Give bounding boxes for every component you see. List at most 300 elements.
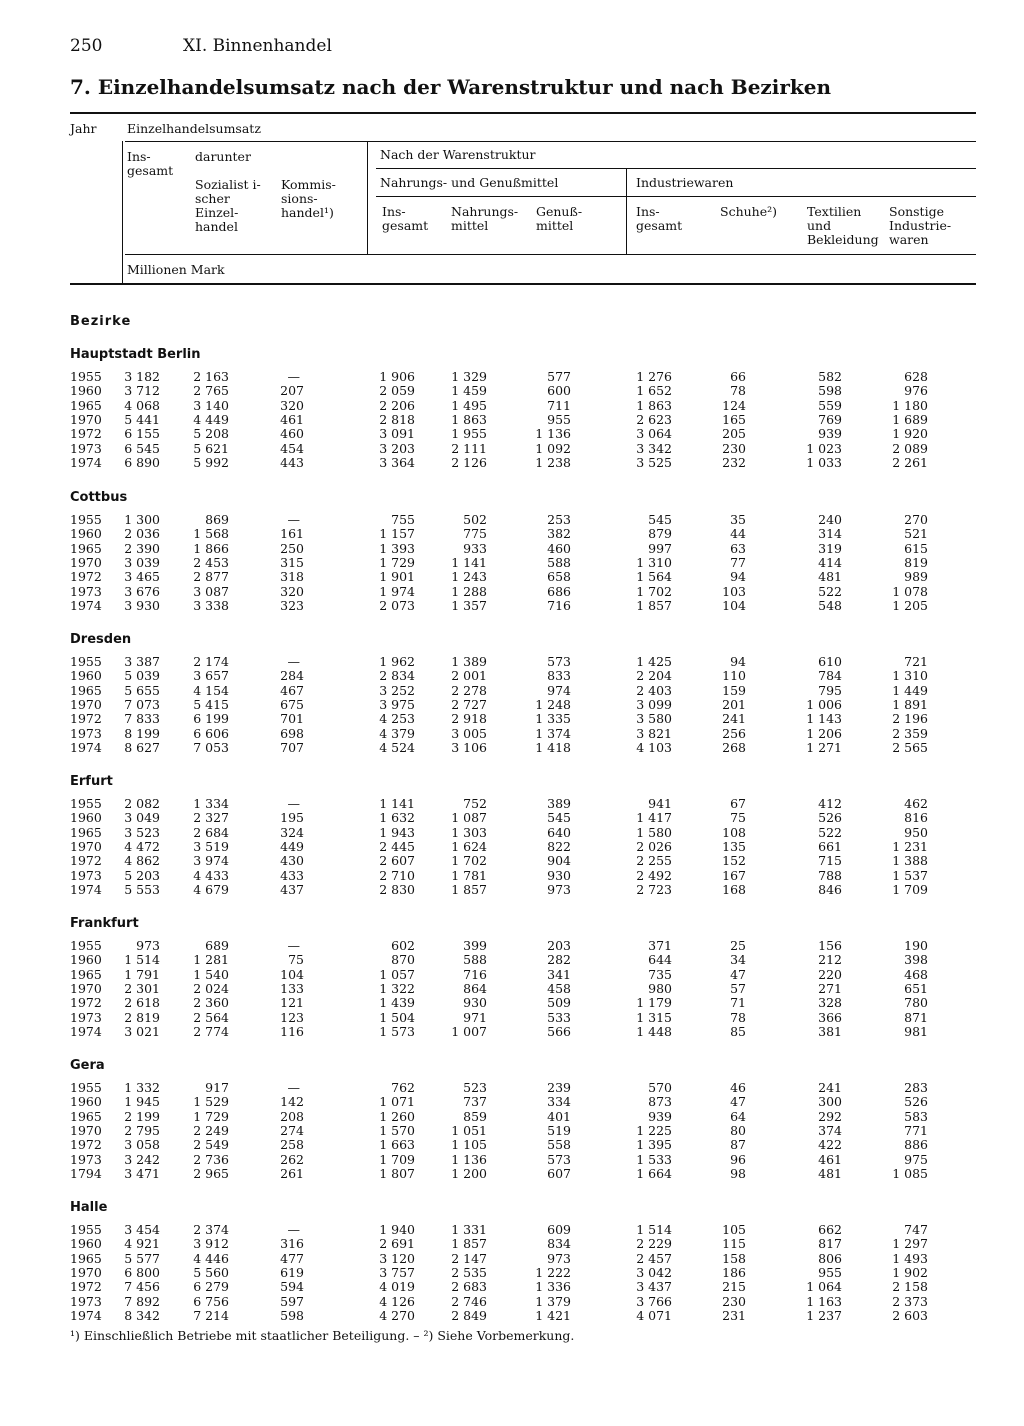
cell-genussmittel: 573 (547, 1151, 571, 1167)
cell-kommission: 701 (280, 711, 304, 727)
cell-textilien: 412 (818, 796, 842, 811)
cell-nahrungsmittel: 1 331 (451, 1222, 487, 1237)
cell-sonstige: 583 (904, 1108, 928, 1124)
cell-iw-insgesamt: 1 702 (636, 583, 672, 599)
cell-iw-insgesamt: 2 204 (636, 668, 672, 684)
cell-sonstige: 1 493 (892, 1250, 928, 1266)
cell-insgesamt: 4 921 (124, 1236, 160, 1252)
cell-ng-insgesamt: 4 379 (379, 725, 415, 741)
cell-jahr: 1974 (70, 1307, 102, 1323)
cell-jahr: 1970 (70, 838, 102, 854)
cell-sonstige: 1 231 (892, 838, 928, 854)
cell-nahrungsmittel: 859 (463, 1108, 487, 1124)
cell-schuhe: 230 (722, 1293, 746, 1309)
cell-textilien: 662 (818, 1222, 842, 1237)
cell-sonstige: 2 261 (892, 454, 928, 470)
cell-genussmittel: 545 (547, 810, 571, 826)
cell-jahr: 1972 (70, 853, 102, 869)
cell-genussmittel: 558 (547, 1137, 571, 1153)
cell-textilien: 955 (818, 1264, 842, 1280)
cell-insgesamt: 973 (136, 938, 160, 953)
cell-jahr: 1970 (70, 1264, 102, 1280)
cell-sozialistisch: 1 529 (193, 1094, 229, 1110)
cell-genussmittel: 834 (547, 1236, 571, 1252)
cell-nahrungsmittel: 2 126 (451, 454, 487, 470)
section-label-bezirke: Bezirke (70, 314, 132, 329)
cell-sozialistisch: 6 756 (193, 1293, 229, 1309)
header-ng-insgesamt: Ins- gesamt (382, 204, 429, 233)
cell-nahrungsmittel: 1 329 (451, 369, 487, 384)
cell-sozialistisch: 5 208 (193, 426, 229, 442)
cell-genussmittel: 1 379 (535, 1293, 571, 1309)
cell-sozialistisch: 869 (205, 512, 229, 527)
cell-sozialistisch: 2 163 (193, 369, 229, 384)
cell-textilien: 271 (818, 980, 842, 996)
cell-textilien: 240 (818, 512, 842, 527)
cell-nahrungsmittel: 864 (463, 980, 487, 996)
cell-nahrungsmittel: 1 087 (451, 810, 487, 826)
cell-kommission: 316 (280, 1236, 304, 1252)
cell-jahr: 1955 (70, 369, 102, 384)
cell-textilien: 1 271 (806, 739, 842, 755)
cell-textilien: 1 237 (806, 1307, 842, 1323)
cell-iw-insgesamt: 939 (648, 1108, 672, 1124)
cell-genussmittel: 573 (547, 654, 571, 669)
cell-ng-insgesamt: 1 901 (379, 569, 415, 585)
cell-nahrungsmittel: 716 (463, 966, 487, 982)
cell-schuhe: 94 (730, 654, 746, 669)
cell-sozialistisch: 2 684 (193, 824, 229, 840)
cell-ng-insgesamt: 3 757 (379, 1264, 415, 1280)
cell-sonstige: 1 902 (892, 1264, 928, 1280)
cell-ng-insgesamt: 2 818 (379, 411, 415, 427)
cell-textilien: 328 (818, 995, 842, 1011)
cell-nahrungsmittel: 933 (463, 540, 487, 556)
cell-genussmittel: 833 (547, 668, 571, 684)
cell-iw-insgesamt: 1 417 (636, 810, 672, 826)
cell-sonstige: 1 920 (892, 426, 928, 442)
cell-sozialistisch: 2 174 (193, 654, 229, 669)
cell-jahr: 1973 (70, 725, 102, 741)
cell-iw-insgesamt: 2 403 (636, 682, 672, 698)
cell-nahrungsmittel: 3 005 (451, 725, 487, 741)
cell-sonstige: 819 (904, 554, 928, 570)
cell-ng-insgesamt: 1 632 (379, 810, 415, 826)
header-industriewaren: Industriewaren (636, 175, 734, 190)
cell-jahr: 1960 (70, 1236, 102, 1252)
cell-schuhe: 25 (730, 938, 746, 953)
cell-jahr: 1972 (70, 995, 102, 1011)
cell-schuhe: 47 (730, 966, 746, 982)
cell-insgesamt: 4 862 (124, 853, 160, 869)
cell-ng-insgesamt: 3 975 (379, 696, 415, 712)
cell-nahrungsmittel: 1 955 (451, 426, 487, 442)
cell-sozialistisch: 3 974 (193, 853, 229, 869)
cell-jahr: 1955 (70, 938, 102, 953)
cell-schuhe: 44 (730, 526, 746, 542)
cell-insgesamt: 8 627 (124, 739, 160, 755)
cell-kommission: 75 (288, 952, 304, 968)
cell-ng-insgesamt: 2 607 (379, 853, 415, 869)
cell-genussmittel: 588 (547, 554, 571, 570)
cell-jahr: 1965 (70, 682, 102, 698)
cell-genussmittel: 1 238 (535, 454, 571, 470)
cell-jahr: 1974 (70, 881, 102, 897)
cell-genussmittel: 460 (547, 540, 571, 556)
footnote: ¹) Einschließlich Betriebe mit staatlicher Beteiligung. – ²) Siehe Vorbemerkung. (70, 1328, 575, 1343)
cell-kommission: — (287, 512, 300, 527)
cell-insgesamt: 1 514 (124, 952, 160, 968)
cell-ng-insgesamt: 1 974 (379, 583, 415, 599)
cell-nahrungsmittel: 588 (463, 952, 487, 968)
cell-sonstige: 747 (904, 1222, 928, 1237)
cell-sonstige: 628 (904, 369, 928, 384)
cell-textilien: 1 163 (806, 1293, 842, 1309)
cell-sonstige: 462 (904, 796, 928, 811)
cell-insgesamt: 1 945 (124, 1094, 160, 1110)
cell-jahr: 1960 (70, 668, 102, 684)
cell-schuhe: 87 (730, 1137, 746, 1153)
cell-textilien: 715 (818, 853, 842, 869)
cell-insgesamt: 2 618 (124, 995, 160, 1011)
cell-kommission: 675 (280, 696, 304, 712)
cell-ng-insgesamt: 3 252 (379, 682, 415, 698)
cell-textilien: 314 (818, 526, 842, 542)
cell-iw-insgesamt: 2 457 (636, 1250, 672, 1266)
cell-jahr: 1960 (70, 1094, 102, 1110)
cell-kommission: 116 (280, 1023, 304, 1039)
cell-ng-insgesamt: 1 709 (379, 1151, 415, 1167)
cell-genussmittel: 1 421 (535, 1307, 571, 1323)
cell-genussmittel: 239 (547, 1080, 571, 1095)
cell-sozialistisch: 2 360 (193, 995, 229, 1011)
cell-schuhe: 152 (722, 853, 746, 869)
cell-sonstige: 975 (904, 1151, 928, 1167)
cell-sonstige: 526 (904, 1094, 928, 1110)
cell-genussmittel: 566 (547, 1023, 571, 1039)
cell-sonstige: 1 085 (892, 1165, 928, 1181)
cell-nahrungsmittel: 971 (463, 1009, 487, 1025)
cell-kommission: 104 (280, 966, 304, 982)
cell-kommission: 477 (280, 1250, 304, 1266)
cell-genussmittel: 1 374 (535, 725, 571, 741)
cell-schuhe: 158 (722, 1250, 746, 1266)
cell-insgesamt: 3 712 (124, 383, 160, 399)
cell-iw-insgesamt: 1 448 (636, 1023, 672, 1039)
cell-nahrungsmittel: 2 001 (451, 668, 487, 684)
cell-insgesamt: 3 465 (124, 569, 160, 585)
cell-sonstige: 1 297 (892, 1236, 928, 1252)
cell-kommission: — (287, 796, 300, 811)
cell-textilien: 366 (818, 1009, 842, 1025)
cell-sonstige: 270 (904, 512, 928, 527)
cell-ng-insgesamt: 1 157 (379, 526, 415, 542)
cell-kommission: 284 (280, 668, 304, 684)
cell-textilien: 548 (818, 597, 842, 613)
cell-ng-insgesamt: 3 364 (379, 454, 415, 470)
cell-kommission: 262 (280, 1151, 304, 1167)
cell-textilien: 461 (818, 1151, 842, 1167)
cell-kommission: 323 (280, 597, 304, 613)
cell-kommission: — (287, 654, 300, 669)
cell-textilien: 1 206 (806, 725, 842, 741)
cell-sozialistisch: 2 765 (193, 383, 229, 399)
cell-ng-insgesamt: 870 (391, 952, 415, 968)
cell-jahr: 1965 (70, 540, 102, 556)
cell-textilien: 1 143 (806, 711, 842, 727)
cell-sonstige: 1 689 (892, 411, 928, 427)
cell-schuhe: 66 (730, 369, 746, 384)
cell-nahrungsmittel: 2 746 (451, 1293, 487, 1309)
cell-genussmittel: 658 (547, 569, 571, 585)
cell-sonstige: 2 089 (892, 440, 928, 456)
cell-ng-insgesamt: 4 126 (379, 1293, 415, 1309)
cell-kommission: 324 (280, 824, 304, 840)
header-darunter: darunter (195, 149, 251, 164)
cell-ng-insgesamt: 1 393 (379, 540, 415, 556)
cell-iw-insgesamt: 1 395 (636, 1137, 672, 1153)
cell-nahrungsmittel: 752 (463, 796, 487, 811)
cell-textilien: 559 (818, 397, 842, 413)
cell-jahr: 1960 (70, 810, 102, 826)
cell-ng-insgesamt: 1 943 (379, 824, 415, 840)
district-heading: Hauptstadt Berlin (70, 347, 201, 362)
cell-sozialistisch: 4 679 (193, 881, 229, 897)
cell-jahr: 1972 (70, 711, 102, 727)
cell-schuhe: 230 (722, 440, 746, 456)
cell-nahrungsmittel: 2 535 (451, 1264, 487, 1280)
district-heading: Halle (70, 1200, 108, 1215)
cell-kommission: 133 (280, 980, 304, 996)
cell-schuhe: 167 (722, 867, 746, 883)
cell-schuhe: 47 (730, 1094, 746, 1110)
cell-jahr: 1794 (70, 1165, 102, 1181)
cell-iw-insgesamt: 2 492 (636, 867, 672, 883)
cell-textilien: 1 023 (806, 440, 842, 456)
cell-jahr: 1973 (70, 1151, 102, 1167)
cell-textilien: 156 (818, 938, 842, 953)
cell-kommission: 467 (280, 682, 304, 698)
cell-ng-insgesamt: 1 570 (379, 1122, 415, 1138)
cell-schuhe: 75 (730, 810, 746, 826)
cell-insgesamt: 3 039 (124, 554, 160, 570)
cell-sonstige: 871 (904, 1009, 928, 1025)
cell-nahrungsmittel: 2 849 (451, 1307, 487, 1323)
cell-jahr: 1965 (70, 824, 102, 840)
cell-genussmittel: 577 (547, 369, 571, 384)
cell-schuhe: 110 (722, 668, 746, 684)
cell-sozialistisch: 4 449 (193, 411, 229, 427)
cell-kommission: 437 (280, 881, 304, 897)
cell-nahrungsmittel: 399 (463, 938, 487, 953)
cell-jahr: 1973 (70, 1293, 102, 1309)
cell-sozialistisch: 689 (205, 938, 229, 953)
cell-insgesamt: 5 203 (124, 867, 160, 883)
cell-sozialistisch: 3 519 (193, 838, 229, 854)
cell-schuhe: 63 (730, 540, 746, 556)
cell-iw-insgesamt: 4 071 (636, 1307, 672, 1323)
cell-kommission: — (287, 369, 300, 384)
cell-schuhe: 105 (722, 1222, 746, 1237)
cell-insgesamt: 3 242 (124, 1151, 160, 1167)
cell-sonstige: 1 891 (892, 696, 928, 712)
page-number: 250 (70, 36, 103, 56)
cell-jahr: 1972 (70, 1137, 102, 1153)
cell-insgesamt: 4 472 (124, 838, 160, 854)
cell-nahrungsmittel: 1 243 (451, 569, 487, 585)
cell-genussmittel: 382 (547, 526, 571, 542)
cell-sozialistisch: 1 729 (193, 1108, 229, 1124)
district-heading: Cottbus (70, 490, 128, 505)
cell-iw-insgesamt: 3 042 (636, 1264, 672, 1280)
cell-genussmittel: 600 (547, 383, 571, 399)
cell-schuhe: 77 (730, 554, 746, 570)
cell-sozialistisch: 7 053 (193, 739, 229, 755)
header-sozialistischer-einzelhandel: Sozialist i- scher Einzel- handel (195, 177, 261, 234)
cell-sozialistisch: 5 560 (193, 1264, 229, 1280)
cell-nahrungsmittel: 1 136 (451, 1151, 487, 1167)
cell-kommission: 594 (280, 1279, 304, 1295)
cell-textilien: 422 (818, 1137, 842, 1153)
cell-insgesamt: 3 676 (124, 583, 160, 599)
cell-genussmittel: 389 (547, 796, 571, 811)
cell-jahr: 1960 (70, 383, 102, 399)
cell-sonstige: 615 (904, 540, 928, 556)
cell-textilien: 661 (818, 838, 842, 854)
cell-ng-insgesamt: 2 710 (379, 867, 415, 883)
cell-nahrungsmittel: 1 105 (451, 1137, 487, 1153)
cell-nahrungsmittel: 3 106 (451, 739, 487, 755)
cell-schuhe: 124 (722, 397, 746, 413)
cell-nahrungsmittel: 1 141 (451, 554, 487, 570)
header-jahr: Jahr (70, 121, 97, 136)
cell-sonstige: 190 (904, 938, 928, 953)
cell-kommission: 195 (280, 810, 304, 826)
cell-sozialistisch: 2 965 (193, 1165, 229, 1181)
cell-iw-insgesamt: 1 276 (636, 369, 672, 384)
header-kommissionshandel: Kommis- sions- handel¹) (281, 177, 336, 220)
cell-genussmittel: 341 (547, 966, 571, 982)
cell-schuhe: 94 (730, 569, 746, 585)
cell-sonstige: 1 537 (892, 867, 928, 883)
cell-insgesamt: 2 199 (124, 1108, 160, 1124)
cell-kommission: 461 (280, 411, 304, 427)
cell-nahrungsmittel: 2 147 (451, 1250, 487, 1266)
cell-genussmittel: 930 (547, 867, 571, 883)
cell-iw-insgesamt: 3 064 (636, 426, 672, 442)
cell-textilien: 817 (818, 1236, 842, 1252)
cell-jahr: 1955 (70, 1080, 102, 1095)
cell-sonstige: 2 158 (892, 1279, 928, 1295)
cell-schuhe: 186 (722, 1264, 746, 1280)
cell-textilien: 292 (818, 1108, 842, 1124)
cell-sozialistisch: 2 774 (193, 1023, 229, 1039)
cell-textilien: 806 (818, 1250, 842, 1266)
cell-textilien: 582 (818, 369, 842, 384)
cell-sonstige: 1 310 (892, 668, 928, 684)
cell-schuhe: 268 (722, 739, 746, 755)
cell-sozialistisch: 3 657 (193, 668, 229, 684)
cell-sonstige: 398 (904, 952, 928, 968)
cell-ng-insgesamt: 2 830 (379, 881, 415, 897)
cell-sozialistisch: 2 327 (193, 810, 229, 826)
cell-sozialistisch: 5 992 (193, 454, 229, 470)
cell-jahr: 1955 (70, 512, 102, 527)
cell-insgesamt: 2 390 (124, 540, 160, 556)
cell-sonstige: 981 (904, 1023, 928, 1039)
cell-genussmittel: 1 222 (535, 1264, 571, 1280)
cell-textilien: 598 (818, 383, 842, 399)
cell-insgesamt: 6 890 (124, 454, 160, 470)
cell-jahr: 1974 (70, 1023, 102, 1039)
cell-iw-insgesamt: 3 099 (636, 696, 672, 712)
cell-jahr: 1965 (70, 397, 102, 413)
cell-textilien: 212 (818, 952, 842, 968)
cell-insgesamt: 5 655 (124, 682, 160, 698)
cell-jahr: 1960 (70, 526, 102, 542)
cell-textilien: 220 (818, 966, 842, 982)
cell-sonstige: 651 (904, 980, 928, 996)
cell-schuhe: 98 (730, 1165, 746, 1181)
cell-iw-insgesamt: 2 255 (636, 853, 672, 869)
cell-iw-insgesamt: 4 103 (636, 739, 672, 755)
header-rule-groups (376, 196, 976, 197)
cell-nahrungsmittel: 1 357 (451, 597, 487, 613)
cell-ng-insgesamt: 1 906 (379, 369, 415, 384)
cell-kommission: — (287, 1080, 300, 1095)
cell-sozialistisch: 3 912 (193, 1236, 229, 1252)
cell-insgesamt: 3 058 (124, 1137, 160, 1153)
cell-sozialistisch: 4 154 (193, 682, 229, 698)
cell-kommission: 261 (280, 1165, 304, 1181)
cell-iw-insgesamt: 1 664 (636, 1165, 672, 1181)
cell-insgesamt: 5 441 (124, 411, 160, 427)
cell-schuhe: 78 (730, 383, 746, 399)
cell-textilien: 846 (818, 881, 842, 897)
cell-kommission: 250 (280, 540, 304, 556)
cell-kommission: 598 (280, 1307, 304, 1323)
cell-iw-insgesamt: 1 425 (636, 654, 672, 669)
cell-genussmittel: 401 (547, 1108, 571, 1124)
cell-sozialistisch: 6 606 (193, 725, 229, 741)
cell-genussmittel: 519 (547, 1122, 571, 1138)
cell-ng-insgesamt: 4 270 (379, 1307, 415, 1323)
cell-sozialistisch: 6 279 (193, 1279, 229, 1295)
cell-textilien: 526 (818, 810, 842, 826)
cell-kommission: 123 (280, 1009, 304, 1025)
cell-sozialistisch: 2 024 (193, 980, 229, 996)
cell-ng-insgesamt: 1 071 (379, 1094, 415, 1110)
cell-schuhe: 159 (722, 682, 746, 698)
cell-ng-insgesamt: 1 322 (379, 980, 415, 996)
cell-sozialistisch: 4 433 (193, 867, 229, 883)
cell-ng-insgesamt: 1 260 (379, 1108, 415, 1124)
cell-ng-insgesamt: 4 019 (379, 1279, 415, 1295)
cell-iw-insgesamt: 1 564 (636, 569, 672, 585)
cell-jahr: 1974 (70, 454, 102, 470)
header-vline-groups (626, 168, 627, 254)
cell-sozialistisch: 3 087 (193, 583, 229, 599)
cell-kommission: 698 (280, 725, 304, 741)
cell-sonstige: 468 (904, 966, 928, 982)
cell-sonstige: 886 (904, 1137, 928, 1153)
cell-ng-insgesamt: 2 691 (379, 1236, 415, 1252)
cell-sozialistisch: 3 140 (193, 397, 229, 413)
cell-nahrungsmittel: 1 389 (451, 654, 487, 669)
cell-nahrungsmittel: 1 857 (451, 881, 487, 897)
cell-sozialistisch: 1 540 (193, 966, 229, 982)
cell-insgesamt: 3 182 (124, 369, 160, 384)
